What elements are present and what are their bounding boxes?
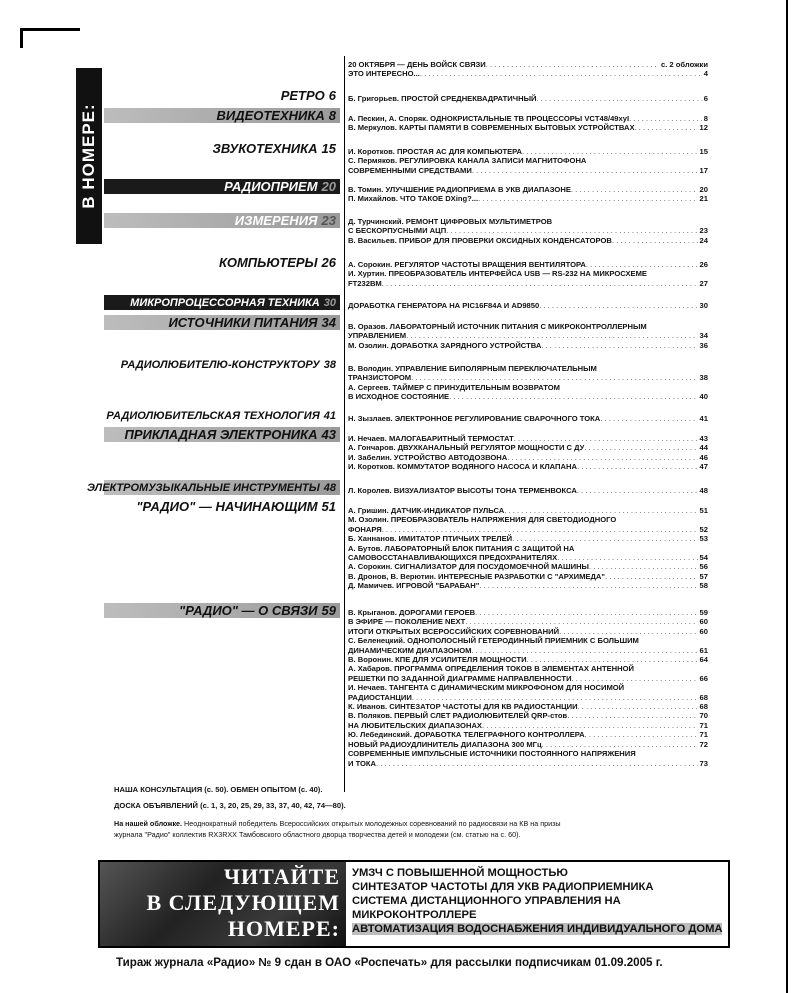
toc-line-text: НА ЛЮБИТЕЛЬСКИХ ДИАПАЗОНАХ: [348, 720, 482, 730]
toc-leader: [542, 740, 698, 749]
section-heading: [104, 141, 340, 156]
section-heading: [104, 603, 340, 618]
toc-line-text: В. Поляков. ПЕРВЫЙ СЛЕТ РАДИОЛЮБИТЕЛЕЙ QRP-стов: [348, 711, 568, 721]
toc-line: [348, 721, 708, 730]
toc-line: [348, 60, 708, 69]
section-title: РАДИОЛЮБИТЕЛЬСКАЯ ТЕХНОЛОГИЯ: [106, 409, 320, 422]
toc-leader: [406, 331, 697, 340]
toc-line: [348, 674, 708, 683]
toc-line-text: ДИНАМИЧЕСКИМ ДИАПАЗОНОМ: [348, 645, 472, 655]
toc-line: [348, 443, 708, 452]
toc-line-text: СОВРЕМЕННЫЕ ИМПУЛЬСНЫЕ ИСТОЧНИКИ ПОСТОЯННОГО НАПРЯЖЕНИЯ: [348, 749, 636, 759]
corner-mark-h: [20, 28, 80, 31]
toc-line: [348, 123, 708, 132]
toc-line: [348, 226, 708, 235]
toc-line-text: И. Коротков. КОММУТАТОР ВОДЯНОГО НАСОСА И КЛАПАНА: [348, 462, 577, 472]
next-issue-heading-line-3: НОМЕРЕ:: [227, 916, 340, 941]
circulation-footer: Тираж журнала «Радио» № 9 сдан в ОАО «Роспечать» для рассылки подписчикам 01.09.2005 г.: [116, 956, 663, 969]
toc-leader: [559, 627, 697, 636]
toc-line: [348, 506, 708, 515]
toc-page: 34: [699, 331, 708, 341]
toc-entry: [348, 147, 708, 175]
toc-line-text: М. Озолин. ПРЕОБРАЗОВАТЕЛЬ НАПРЯЖЕНИЯ ДЛЯ СВЕТОДИОДНОГО: [348, 515, 617, 525]
section-heading: [104, 427, 340, 442]
toc-line: [348, 740, 708, 749]
section-page: 26: [321, 255, 336, 270]
toc-line: [348, 646, 708, 655]
toc-line-text: В ИСХОДНОЕ СОСТОЯНИЕ: [348, 392, 450, 402]
toc-line: [348, 166, 708, 175]
toc-page: 47: [699, 462, 708, 472]
toc-page: 21: [699, 194, 708, 204]
cover-caption-text-2: журнала "Радио" коллектив RX3RXX Тамбовского областного дворца творчества детей и молодежи (см. статью на с. 60).: [114, 830, 521, 839]
toc-line-text: А. Гришин. ДАТЧИК-ИНДИКАТОР ПУЛЬСА: [348, 506, 505, 515]
section-page: 43: [321, 427, 336, 442]
section-page: 34: [321, 315, 336, 330]
toc-line: [348, 434, 708, 443]
toc-page: 6: [703, 94, 708, 103]
toc-line: [348, 515, 708, 524]
toc-line: [348, 759, 708, 768]
toc-page: 61: [699, 645, 708, 655]
toc-line: [348, 341, 708, 350]
toc-line-text: С БЕСКОРПУСНЫМИ АЦП: [348, 226, 447, 236]
in-this-issue-tab: [76, 68, 102, 244]
toc-page: 17: [699, 165, 708, 175]
toc-leader: [629, 114, 702, 123]
toc-line: [348, 553, 708, 562]
toc-line: [348, 453, 708, 462]
section-page: 51: [321, 499, 336, 514]
toc-line-text: А. Бутов. ЛАБОРАТОРНЫЙ БЛОК ПИТАНИЯ С ЗАЩИТОЙ НА: [348, 543, 575, 553]
section-title: "РАДИО" — О СВЯЗИ: [179, 603, 318, 618]
toc-line-text: ИТОГИ ОТКРЫТЫХ ВСЕРОССИЙСКИХ СОРЕВНОВАНИЙ: [348, 626, 560, 636]
section-heading: [87, 480, 340, 495]
toc-line: [348, 572, 708, 581]
section-page: 38: [323, 358, 336, 371]
next-issue-heading-line-2: В СЛЕДУЮЩЕМ: [146, 890, 340, 915]
toc-line-text: И. Нечаев. ТАНГЕНТА С ДИНАМИЧЕСКИМ МИКРОФОНОМ ДЛЯ НОСИМОЙ: [348, 683, 625, 693]
section-page: 48: [323, 481, 336, 494]
toc-page: 23: [699, 226, 708, 236]
toc-line-text: ЭТО ИНТЕРЕСНО...: [348, 69, 420, 79]
toc-leader: [577, 462, 698, 471]
toc-leader: [567, 711, 697, 720]
toc-line-text: А. Сорокин. РЕГУЛЯТОР ЧАСТОТЫ ВРАЩЕНИЯ ВЕНТИЛЯТОРА: [348, 260, 586, 269]
section-title: РЕТРО: [280, 88, 325, 103]
toc-leader: [446, 226, 697, 235]
toc-page: 51: [699, 506, 708, 515]
toc-line-text: И. Нечаев. МАЛОГАБАРИТНЫЙ ТЕРМОСТАТ: [348, 434, 514, 443]
toc-line: [348, 260, 708, 269]
toc-entry: [348, 260, 708, 288]
toc-line: [348, 236, 708, 245]
section-title: ПРИКЛАДНАЯ ЭЛЕКТРОНИКА: [124, 427, 318, 442]
toc-page: 30: [699, 301, 708, 310]
toc-entry: [348, 486, 708, 495]
toc-line-text: В. Володин. УПРАВЛЕНИЕ БИПОЛЯРНЫМ ПЕРЕКЛЮЧАТЕЛЬНЫМ: [348, 364, 597, 373]
toc-line: [348, 462, 708, 471]
toc-line-text: Л. Королев. ВИЗУАЛИЗАТОР ВЫСОТЫ ТОНА ТЕРМЕНВОКСА: [348, 486, 577, 495]
toc-line-text: В. Крыганов. ДОРОГАМИ ГЕРОЕВ: [348, 608, 476, 617]
toc-page: 73: [699, 758, 708, 768]
ads-line: ДОСКА ОБЪЯВЛЕНИЙ (с. 1, 3, 20, 25, 29, 33, 37, 40, 42, 74—80).: [114, 801, 346, 810]
consult-line: НАША КОНСУЛЬТАЦИЯ (с. 50). ОБМЕН ОПЫТОМ (с. 40).: [114, 785, 323, 794]
toc-page: 71: [699, 720, 708, 730]
section-heading: [104, 315, 340, 330]
toc-line: [348, 636, 708, 645]
toc-line: [348, 414, 708, 423]
toc-leader: [382, 525, 698, 534]
section-title: РАДИОПРИЕМ: [224, 179, 318, 194]
toc-line: [348, 373, 708, 382]
section-heading: [104, 408, 340, 423]
toc-entry: [348, 322, 708, 350]
toc-line-text: УПРАВЛЕНИЕМ: [348, 331, 407, 341]
toc-page: 8: [703, 114, 708, 123]
next-issue-item: МИКРОКОНТРОЛЛЕРЕ: [352, 909, 477, 921]
toc-leader: [557, 553, 697, 562]
toc-line-text: FT232BM: [348, 278, 382, 288]
toc-page: 15: [699, 147, 708, 156]
next-issue-items: [352, 866, 728, 936]
toc-page: 64: [699, 655, 708, 665]
section-heading: [104, 295, 340, 310]
toc-leader: [486, 60, 659, 69]
toc-line-text: А. Гончаров. ДВУХКАНАЛЬНЫЙ РЕГУЛЯТОР МОЩНОСТИ С ДУ: [348, 443, 585, 453]
toc-line: [348, 711, 708, 720]
next-issue-heading: [100, 862, 346, 946]
section-title: "РАДИО" — НАЧИНАЮЩИМ: [136, 499, 318, 514]
toc-page: 27: [699, 278, 708, 288]
cover-caption-text-1: Неоднократный победитель Всероссийских открытых молодежных соревнований по радиосвязи на КВ на призы: [182, 819, 561, 828]
toc-line-text: В. Томин. УЛУЧШЕНИЕ РАДИОПРИЕМА В УКВ ДИАПАЗОНЕ: [348, 185, 571, 194]
toc-line: [348, 683, 708, 692]
toc-leader: [572, 674, 698, 683]
toc-line: [348, 279, 708, 288]
section-title: ВИДЕОТЕХНИКА: [216, 108, 325, 123]
toc-leader: [605, 572, 698, 581]
toc-line-text: ФОНАРЯ: [348, 524, 382, 534]
toc-line-text: И. Забелин. УСТРОЙСТВО АВТОДОЗВОНА: [348, 452, 508, 462]
toc-line-text: И ТОКА: [348, 758, 377, 768]
toc-leader: [527, 655, 698, 664]
toc-page: 20: [699, 185, 708, 194]
toc-leader: [571, 185, 698, 194]
section-heading: [104, 499, 340, 514]
toc-line: [348, 562, 708, 571]
toc-page: 66: [699, 673, 708, 683]
toc-page: 38: [699, 373, 708, 383]
section-title: РАДИОЛЮБИТЕЛЮ-КОНСТРУКТОРУ: [120, 358, 320, 371]
toc-leader: [541, 341, 697, 350]
toc-line: [348, 627, 708, 636]
section-page: 41: [323, 409, 336, 422]
toc-line-text: С. Беленецкий. ОДНОПОЛОСНЫЙ ГЕТЕРОДИННЫЙ ПРИЕМНИК С БОЛЬШИМ: [348, 636, 639, 646]
toc-page: 58: [699, 581, 708, 591]
toc-line: [348, 617, 708, 626]
toc-line-text: А. Пескин, А. Споряк. ОДНОКРИСТАЛЬНЫЕ ТВ ПРОЦЕССОРЫ VCT48/49xyI: [348, 114, 630, 123]
section-page: 20: [321, 179, 336, 194]
section-page: 15: [321, 141, 336, 156]
toc-leader: [586, 260, 698, 269]
toc-page: 71: [699, 730, 708, 740]
toc-leader: [584, 443, 697, 452]
toc-line: [348, 147, 708, 156]
next-issue-heading-line-1: ЧИТАЙТЕ: [223, 864, 340, 889]
toc-line-text: ТРАНЗИСТОРОМ: [348, 373, 412, 383]
toc-line-text: РЕШЕТКИ ПО ЗАДАННОЙ ДИАГРАММЕ НАПРАВЛЕННОСТИ: [348, 673, 572, 683]
toc-entry: [348, 217, 708, 245]
section-heading: [104, 108, 340, 123]
toc-line: [348, 185, 708, 194]
section-page: 6: [328, 88, 336, 103]
toc-page: 57: [699, 571, 708, 581]
toc-line-text: И. Коротков. ПРОСТАЯ АС ДЛЯ КОМПЬЮТЕРА: [348, 147, 523, 156]
toc-leader: [465, 617, 697, 626]
toc-line-text: В ЭФИРЕ — ПОКОЛЕНИЕ NEXT: [348, 617, 466, 627]
toc-leader: [589, 562, 698, 571]
toc-leader: [482, 721, 698, 730]
toc-line-text: В. Васильев. ПРИБОР ДЛЯ ПРОВЕРКИ ОКСИДНЫХ КОНДЕНСАТОРОВ: [348, 235, 612, 245]
section-heading: [104, 357, 340, 372]
toc-line-text: К. Иванов. СИНТЕЗАТОР ЧАСТОТЫ ДЛЯ КВ РАДИОСТАНЦИИ: [348, 702, 578, 712]
toc-leader: [479, 581, 697, 590]
toc-entry: [348, 608, 708, 768]
toc-line: [348, 693, 708, 702]
toc-line-text: М. Озолин. ДОРАБОТКА ЗАРЯДНОГО УСТРОЙСТВА: [348, 340, 542, 350]
toc-line-text: А. Сорокин. СИГНАЛИЗАТОР ДЛЯ ПОСУДОМОЕЧНОЙ МАШИНЫ: [348, 562, 589, 572]
column-divider: [344, 56, 345, 792]
toc-page: 56: [699, 562, 708, 572]
toc-leader: [411, 373, 697, 382]
toc-page: 4: [703, 69, 708, 79]
toc-line-text: Н. Зызлаев. ЭЛЕКТРОННОЕ РЕГУЛИРОВАНИЕ СВАРОЧНОГО ТОКА: [348, 414, 601, 423]
toc-page: 53: [699, 534, 708, 544]
toc-entry: [348, 434, 708, 472]
toc-line: [348, 364, 708, 373]
toc-page: 68: [699, 702, 708, 712]
cover-caption-label: На нашей обложке.: [114, 819, 183, 828]
toc-page: 40: [699, 392, 708, 402]
toc-page: 54: [699, 553, 708, 563]
toc-line: [348, 608, 708, 617]
toc-line: [348, 655, 708, 664]
next-issue-item-highlight: АВТОМАТИЗАЦИЯ ВОДОСНАБЖЕНИЯ ИНДИВИДУАЛЬНОГО ДОМА: [352, 923, 723, 935]
toc-entry: [348, 364, 708, 402]
toc-line: [348, 322, 708, 331]
section-heading: [104, 213, 340, 228]
toc-page: 52: [699, 524, 708, 534]
toc-line: [348, 156, 708, 165]
toc-leader: [472, 166, 698, 175]
toc-line-text: В. Дронов, В. Верютин. ИНТЕРЕСНЫЕ РАЗРАБОТКИ С "АРХИМЕДА": [348, 571, 605, 581]
toc-line: [348, 217, 708, 226]
section-page: 8: [328, 108, 336, 123]
corner-mark: [20, 28, 23, 48]
toc-leader: [472, 646, 698, 655]
section-heading: [104, 88, 340, 103]
toc-leader: [600, 414, 697, 423]
toc-leader: [412, 693, 698, 702]
section-page: 23: [321, 213, 336, 228]
toc-line: [348, 534, 708, 543]
toc-line-text: Д. Турчинский. РЕМОНТ ЦИФРОВЫХ МУЛЬТИМЕТРОВ: [348, 217, 553, 226]
toc-page: 41: [699, 414, 708, 423]
toc-entry: [348, 94, 708, 103]
toc-line: [348, 269, 708, 278]
toc-leader: [577, 486, 698, 495]
section-page: 59: [321, 603, 336, 618]
toc-leader: [382, 279, 698, 288]
toc-line-text: А. Хабаров. ПРОГРАММА ОПРЕДЕЛЕНИЯ ТОКОВ В ЭЛЕМЕНТАХ АНТЕННОЙ: [348, 664, 634, 674]
toc-line-text: В. Воронин. КПЕ ДЛЯ УСИЛИТЕЛЯ МОЩНОСТИ: [348, 655, 527, 665]
toc-line: [348, 94, 708, 103]
toc-leader: [504, 506, 697, 515]
toc-page: 68: [699, 692, 708, 702]
section-title: МИКРОПРОЦЕССОРНАЯ ТЕХНИКА: [130, 296, 320, 309]
toc-line: [348, 749, 708, 758]
toc-entry: [348, 506, 708, 591]
toc-line-text: 20 ОКТЯБРЯ — ДЕНЬ ВОЙСК СВЯЗИ: [348, 60, 486, 69]
section-title: ИЗМЕРЕНИЯ: [234, 213, 318, 228]
page-edge: [786, 0, 788, 993]
toc-leader: [420, 69, 702, 78]
toc-line-text: В. Оразов. ЛАБОРАТОРНЫЙ ИСТОЧНИК ПИТАНИЯ С МИКРОКОНТРОЛЛЕРНЫМ: [348, 322, 647, 331]
toc-line-text: ДОРАБОТКА ГЕНЕРАТОРА НА PIC16F84A И AD9850: [348, 301, 540, 310]
toc-entry: [348, 114, 708, 133]
toc-line-text: И. Хуртин. ПРЕОБРАЗОВАТЕЛЬ ИНТЕРФЕЙСА USB — RS-232 НА МИКРОСХЕМЕ: [348, 269, 647, 279]
toc-line: [348, 664, 708, 673]
section-title: ЗВУКОТЕХНИКА: [212, 141, 318, 156]
toc-line-text: А. Сергеев. ТАЙМЕР С ПРИНУДИТЕЛЬНЫМ ВОЗВРАТОМ: [348, 382, 560, 392]
toc-leader: [507, 453, 697, 462]
toc-entry: [348, 414, 708, 423]
toc-line: [348, 331, 708, 340]
toc-page: 72: [699, 739, 708, 749]
toc-line-text: СОВРЕМЕННЫМИ СРЕДСТВАМИ: [348, 165, 472, 175]
toc-leader: [512, 534, 697, 543]
next-issue-item: [352, 922, 728, 936]
in-this-issue-label: В НОМЕРЕ:: [79, 103, 98, 209]
toc-leader: [612, 236, 698, 245]
toc-page: 59: [699, 608, 708, 617]
toc-line: [348, 702, 708, 711]
toc-entry: [348, 60, 708, 79]
toc-line: [348, 383, 708, 392]
toc-line: [348, 730, 708, 739]
toc-page: 48: [699, 486, 708, 495]
toc-line-text: В. Меркулов. КАРТЫ ПАМЯТИ В СОВРЕМЕННЫХ БЫТОВЫХ УСТРОЙСТВАХ: [348, 123, 635, 133]
toc-line: [348, 392, 708, 401]
toc-page: 12: [699, 123, 708, 133]
toc-page: 43: [699, 434, 708, 443]
toc-page: 46: [699, 452, 708, 462]
toc-line-text: РАДИОСТАНЦИИ: [348, 692, 412, 702]
toc-line: [348, 69, 708, 78]
section-page: 30: [323, 296, 336, 309]
toc-leader: [514, 434, 698, 443]
toc-leader: [478, 194, 697, 203]
next-issue-box: [98, 860, 730, 948]
section-heading: [104, 179, 340, 194]
toc-line-text: Б. Григорьев. ПРОСТОЙ СРЕДНЕКВАДРАТИЧНЫЙ: [348, 94, 537, 103]
next-issue-item: СИСТЕМА ДИСТАНЦИОННОГО УПРАВЛЕНИЯ НА: [352, 895, 621, 907]
toc-line-text: САМОВОССТАНАВЛИВАЮЩИХСЯ ПРЕДОХРАНИТЕЛЯХ: [348, 553, 558, 563]
toc-leader: [475, 608, 697, 617]
toc-line: [348, 194, 708, 203]
toc-line-text: Б. Ханнанов. ИМИТАТОР ПТИЧЬИХ ТРЕЛЕЙ: [348, 534, 513, 544]
toc-page: 70: [699, 711, 708, 721]
toc-page: с. 2 обложки: [660, 60, 708, 69]
toc-line-text: С. Пермяков. РЕГУЛИРОВКА КАНАЛА ЗАПИСИ МАГНИТОФОНА: [348, 156, 587, 166]
toc-page: 60: [699, 626, 708, 636]
toc-entry: [348, 185, 708, 204]
toc-line: [348, 581, 708, 590]
toc-line: [348, 486, 708, 495]
toc-leader: [578, 702, 698, 711]
cover-caption: [114, 818, 561, 840]
toc-line: [348, 114, 708, 123]
toc-page: 60: [699, 617, 708, 627]
toc-line: [348, 544, 708, 553]
section-title: ИСТОЧНИКИ ПИТАНИЯ: [168, 315, 318, 330]
section-heading: [104, 255, 340, 270]
section-title: ЭЛЕКТРОМУЗЫКАЛЬНЫЕ ИНСТРУМЕНТЫ: [87, 481, 320, 494]
next-issue-item: СИНТЕЗАТОР ЧАСТОТЫ ДЛЯ УКВ РАДИОПРИЕМНИКА: [352, 881, 654, 893]
toc-line-text: Ю. Лебединский. ДОРАБОТКА ТЕЛЕГРАФНОГО КОНТРОЛЛЕРА: [348, 730, 585, 740]
toc-page: 44: [699, 443, 708, 453]
toc-leader: [522, 147, 698, 156]
toc-line-text: П. Михайлов. ЧТО ТАКОЕ DXing?...: [348, 194, 479, 204]
toc-page: 26: [699, 260, 708, 269]
toc-page: 24: [699, 235, 708, 245]
toc-leader: [449, 392, 697, 401]
toc-entry: [348, 301, 708, 310]
next-issue-item: УМЗЧ С ПОВЫШЕННОЙ МОЩНОСТЬЮ: [352, 867, 568, 879]
toc-leader: [536, 94, 701, 103]
toc-line-text: Д. Мамичев. ИГРОВОЙ "БАРАБАН": [348, 581, 480, 591]
toc-line: [348, 525, 708, 534]
toc-leader: [585, 730, 698, 739]
toc-line: [348, 301, 708, 310]
section-title: КОМПЬЮТЕРЫ: [219, 255, 318, 270]
toc-leader: [376, 759, 698, 768]
toc-line-text: НОВЫЙ РАДИОУДЛИНИТЕЛЬ ДИАПАЗОНА 300 МГц: [348, 739, 542, 749]
toc-leader: [635, 123, 698, 132]
toc-page: 36: [699, 340, 708, 350]
toc-leader: [539, 301, 697, 310]
